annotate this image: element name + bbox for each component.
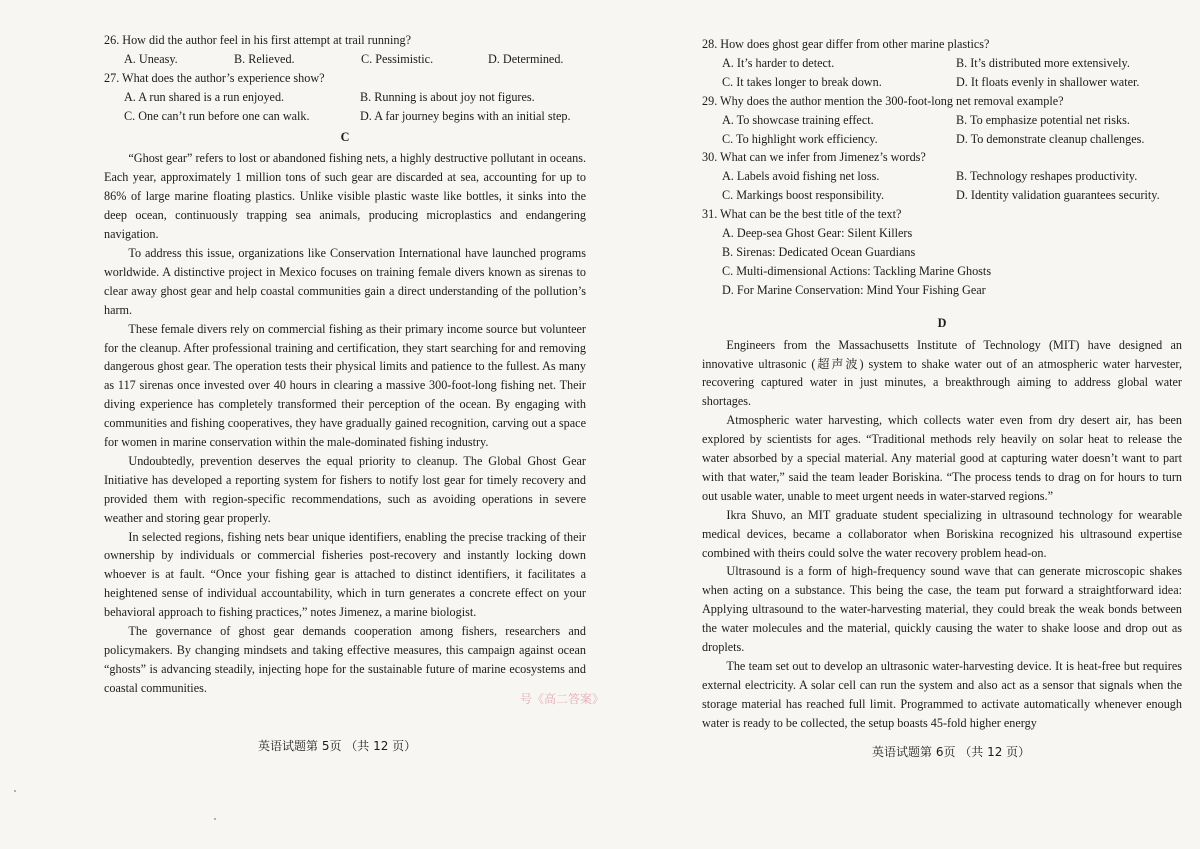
- option-c: C. It takes longer to break down.: [722, 74, 882, 89]
- passage-paragraph: Engineers from the Massachusetts Institute of Technology (MIT) have designed an innovative ultrasonic (超声波) system to shake water out of an atmospheric water harvester, recovering captured water in just minutes, a breakthrough aiming to address global water shortages.: [702, 337, 1182, 409]
- option-b: B. It’s distributed more extensively.: [956, 55, 1130, 70]
- option-a: A. Deep-sea Ghost Gear: Silent Killers: [722, 226, 913, 241]
- page-footer: 英语试题第 6页 （共 12 页）: [872, 745, 1031, 759]
- option-b: B. Technology reshapes productivity.: [956, 169, 1138, 184]
- passage-paragraph: “Ghost gear” refers to lost or abandoned fishing nets, a highly destructive pollutant in oceans. Each year, approximately 1 million tons of such gear are discarded at sea, accounting for up to 86% of large marine floating plastics. Unlike visible plastic waste like bottles, it sinks into the deep ocean, continuously trapping sea animals, producing microplastics and endangering navigation.: [104, 151, 586, 242]
- passage-paragraph: Undoubtedly, prevention deserves the equal priority to cleanup. The Global Ghost Gear Initiative has developed a reporting system for fishers to notify lost gear for timely recovery and provided them with region-specific recommendations, such as avoiding operations in severe weather and storing gear properly.: [104, 453, 586, 525]
- option-c: C. Markings boost responsibility.: [722, 188, 885, 203]
- question-26-options: [124, 50, 586, 69]
- option-c: C. Pessimistic.: [361, 51, 434, 66]
- scan-speck: [14, 790, 16, 792]
- option-d: D. For Marine Conservation: Mind Your Fishing Gear: [722, 282, 986, 297]
- question-29: 29. Why does the author mention the 300-foot-long net removal example?: [702, 93, 1064, 108]
- section-letter-d: D: [937, 315, 947, 330]
- passage-paragraph: Atmospheric water harvesting, which collects water even from dry desert air, has been explored by scientists for ages. “Traditional methods rely heavily on solar heat to release the water absorbed by a special material. Any material good at capturing water doesn’t want to part with that water,” said the team leader Boriskina. “The process tends to drag on for hours to turn out usable water, unable to meet urgent needs in water-starved regions.”: [702, 413, 1182, 503]
- watermark: 号《高二答案》: [520, 692, 605, 706]
- page-footer: 英语试题第 5页 （共 12 页）: [258, 739, 417, 753]
- scan-speck: [214, 818, 216, 820]
- section-letter-c: C: [340, 129, 350, 144]
- option-d: D. Determined.: [488, 51, 564, 66]
- option-a: A. Uneasy.: [124, 51, 178, 66]
- right-column: [702, 35, 1182, 733]
- option-d: D. It floats evenly in shallower water.: [956, 74, 1140, 89]
- question-29-options: [722, 111, 1182, 149]
- question-27: 27. What does the author’s experience show?: [104, 70, 325, 85]
- option-b: B. To emphasize potential net risks.: [956, 112, 1130, 127]
- option-c: C. One can’t run before one can walk.: [124, 108, 310, 123]
- passage-paragraph: The governance of ghost gear demands cooperation among fishers, researchers and policymakers. By changing mindsets and taking effective measures, this campaign against ocean “ghosts” is advancing steadily, injecting hope for the sustainable future of marine ecosystems and coastal communities.: [104, 624, 586, 695]
- option-a: A. A run shared is a run enjoyed.: [124, 89, 285, 104]
- option-b: B. Running is about joy not figures.: [360, 89, 535, 104]
- question-26: 26. How did the author feel in his first attempt at trail running?: [104, 33, 411, 47]
- option-a: A. To showcase training effect.: [722, 112, 874, 127]
- question-28-options: [722, 54, 1182, 92]
- passage-paragraph: These female divers rely on commercial fishing as their primary income source but volunteer for the cleanup. After professional training and certification, they start searching for and removing dangerous ghost gear. The operation tests their physical limits and patience to the fullest. As many as 117 sirenas once invested over 40 hours in clearing a massive 300-foot-long fishing net. Their diving experience has completely transformed their perception of the ocean. By engaging with communities and fishing cooperatives, they have gradually gained recognition, carving out a space for women in marine conservation within the male-dominated fishing industry.: [104, 321, 586, 450]
- question-30: 30. What can we infer from Jimenez’s words?: [702, 150, 926, 165]
- left-column: [104, 31, 586, 698]
- option-c: C. Multi-dimensional Actions: Tackling Marine Ghosts: [722, 263, 992, 278]
- question-31-options: [722, 224, 1182, 300]
- passage-paragraph: In selected regions, fishing nets bear unique identifiers, enabling the precise tracking of their ownership by individuals or commercial fisheries post-recovery and instantly locking down whoever is at fault. “Once your fishing gear is attached to distinct identifiers, it facilitates a heightened sense of individual accountability, which in turn generates a concrete effect on your behavioral approach to fishing practices,” notes Jimenez, a marine biologist.: [104, 529, 586, 620]
- passage-paragraph: To address this issue, organizations like Conservation International have launched programs worldwide. A distinctive project in Mexico focuses on training female divers known as sirenas to clear away ghost gear and help coastal communities gain a direct understanding of the pollution’s harm.: [104, 245, 586, 317]
- question-30-options: [722, 167, 1182, 205]
- passage-paragraph: Ikra Shuvo, an MIT graduate student specializing in ultrasound technology for wearable medical devices, became a collaborator when Boriskina recognized his ultrasound expertise combined with theirs could solve the water recovery problem head-on.: [702, 507, 1182, 560]
- option-d: D. A far journey begins with an initial step.: [360, 108, 571, 123]
- option-c: C. To highlight work efficiency.: [722, 131, 878, 146]
- passage-paragraph: Ultrasound is a form of high-frequency sound wave that can generate microscopic shakes when acting on a substance. This being the case, the team put forward a straightforward idea: Applying ultrasound to the water-harvesting material, they could break the weak bonds between the water molecules and the material, quickly causing the water to shake loose and drop out as droplets.: [702, 564, 1182, 655]
- option-b: B. Sirenas: Dedicated Ocean Guardians: [722, 244, 916, 259]
- option-d: D. To demonstrate cleanup challenges.: [956, 131, 1145, 146]
- option-a: A. Labels avoid fishing net loss.: [722, 169, 880, 184]
- question-28: 28. How does ghost gear differ from other marine plastics?: [702, 37, 990, 51]
- question-31: 31. What can be the best title of the text?: [702, 207, 902, 222]
- right-page: [600, 0, 1200, 849]
- option-d: D. Identity validation guarantees security.: [956, 188, 1160, 203]
- option-b: B. Relieved.: [234, 51, 295, 66]
- option-a: A. It’s harder to detect.: [722, 55, 835, 70]
- passage-paragraph: The team set out to develop an ultrasonic water-harvesting device. It is heat-free but requires external electricity. A solar cell can run the system and also act as a sensor that signals when the storage material has reached full limit. Programmed to activate automatically whenever enough water is ready to be collected, the setup boasts 45-fold higher energy: [702, 659, 1182, 730]
- question-27-options: [124, 88, 586, 126]
